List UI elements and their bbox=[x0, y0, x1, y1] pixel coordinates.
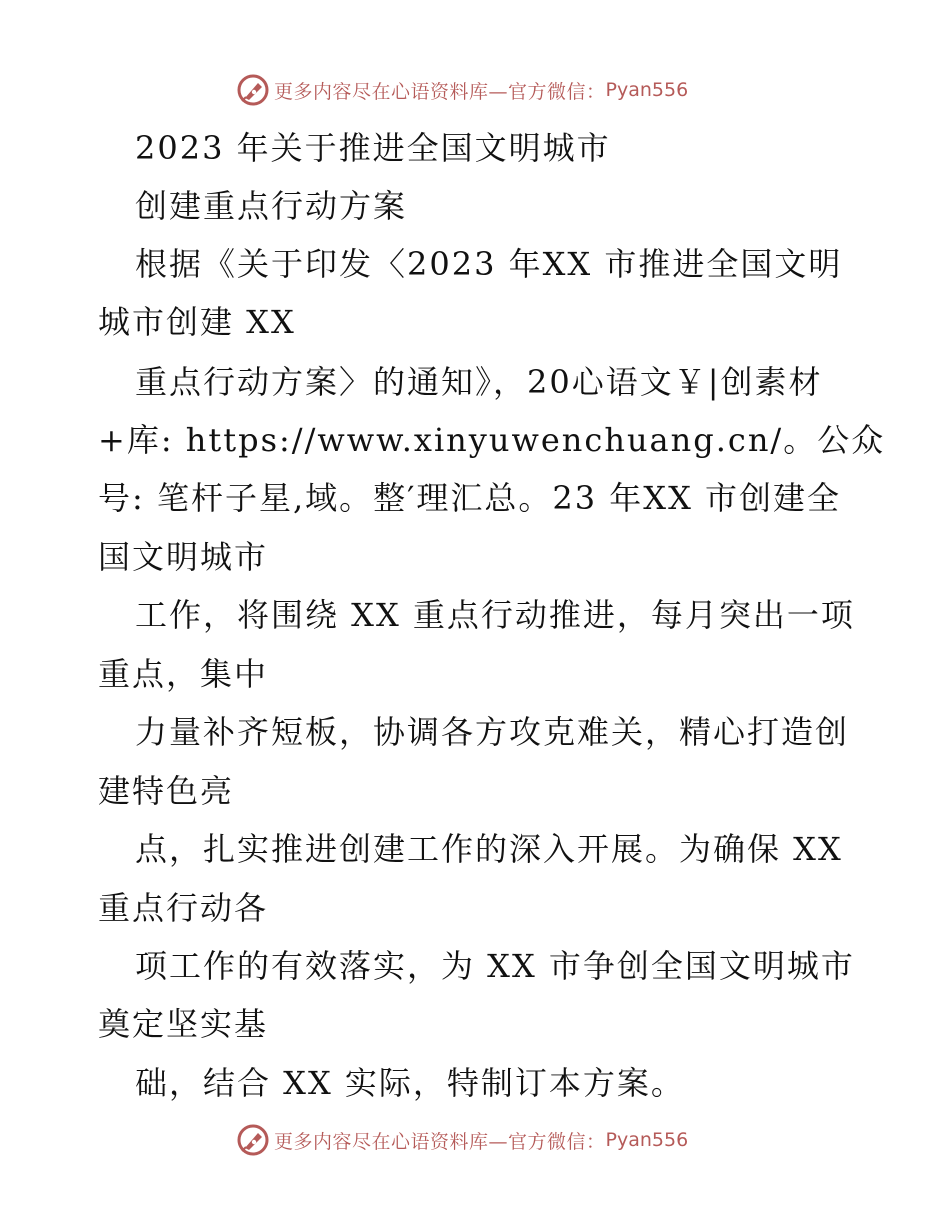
pen-nib-logo-icon bbox=[236, 1123, 270, 1157]
watermark-contact: Pyan556 bbox=[605, 79, 689, 101]
paragraph-line: 城市创建 XX bbox=[98, 303, 296, 341]
paragraph-line: 重点行动方案〉的通知》，20心语文￥|创素材 bbox=[135, 363, 823, 401]
paragraph-line: 重点行动各 bbox=[98, 889, 269, 927]
pen-nib-logo-icon bbox=[236, 73, 270, 107]
doc-title-line-1: 2023 年关于推进全国文明城市 bbox=[135, 129, 611, 167]
paragraph-line: 础，结合 XX 实际，特制订本方案。 bbox=[135, 1064, 685, 1102]
paragraph-line: 工作，将围绕 XX 重点行动推进，每月突出一项 bbox=[135, 596, 855, 634]
doc-title-line-2: 创建重点行动方案 bbox=[135, 187, 408, 225]
watermark-text: 更多内容尽在心语资料库—官方微信： bbox=[274, 80, 606, 103]
paragraph-line: 项工作的有效落实，为 XX 市争创全国文明城市 bbox=[135, 947, 855, 985]
paragraph-line: 建特色亮 bbox=[98, 772, 235, 810]
paragraph-line: 点，扎实推进创建工作的深入开展。为确保 XX bbox=[135, 830, 843, 868]
paragraph-line: 力量补齐短板，协调各方攻克难关，精心打造创 bbox=[135, 713, 850, 751]
paragraph-line: +库: https://www.xinyuwenchuang.cn/。公众 bbox=[98, 421, 886, 459]
paragraph-line: 重点，集中 bbox=[98, 655, 269, 693]
paragraph-line: 根据《关于印发〈2023 年XX 市推进全国文明 bbox=[135, 245, 843, 283]
footer-watermark bbox=[236, 1122, 688, 1158]
header-watermark bbox=[236, 72, 688, 108]
paragraph-line: 奠定坚实基 bbox=[98, 1005, 269, 1043]
watermark-contact: Pyan556 bbox=[605, 1129, 689, 1151]
watermark-text: 更多内容尽在心语资料库—官方微信： bbox=[274, 1130, 606, 1153]
paragraph-line: 号: 笔杆子星,域。整′理汇总。23 年XX 市创建全 bbox=[98, 479, 842, 517]
paragraph-line: 国文明城市 bbox=[98, 538, 269, 576]
